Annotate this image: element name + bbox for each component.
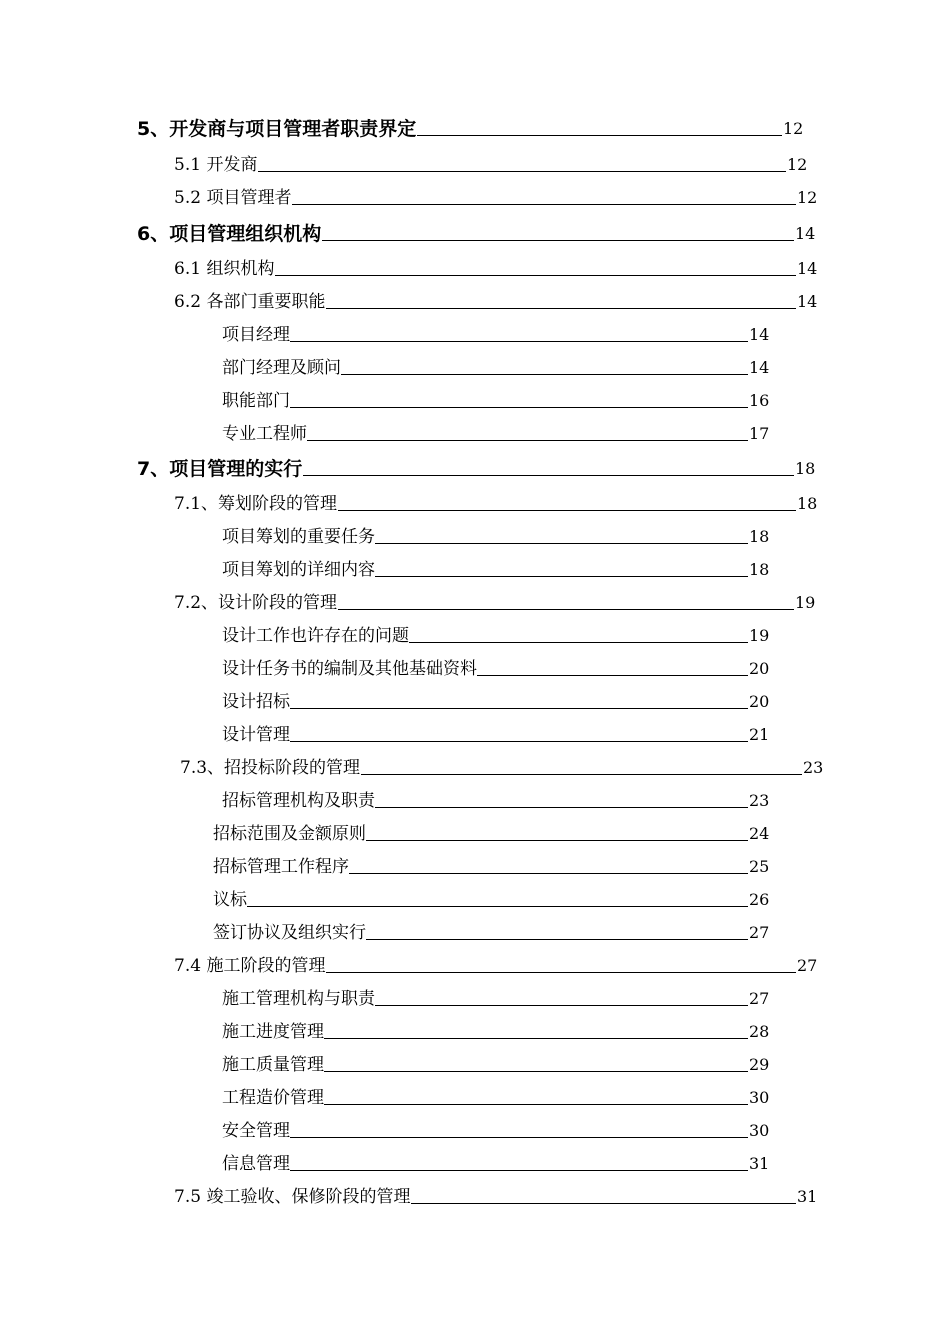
toc-entry[interactable] bbox=[222, 1085, 773, 1111]
toc-entry[interactable] bbox=[222, 322, 773, 348]
toc-leader-line bbox=[409, 642, 748, 643]
toc-leader-line bbox=[290, 1137, 748, 1138]
toc-entry[interactable] bbox=[222, 1151, 773, 1177]
toc-entry-title: 设计管理 bbox=[222, 725, 290, 745]
toc-page-number: 18 bbox=[795, 459, 816, 478]
toc-entry-title: 设计任务书的编制及其他基础资料 bbox=[222, 659, 477, 679]
toc-leader-line bbox=[366, 939, 748, 940]
toc-leader-line bbox=[322, 240, 794, 241]
toc-leader-line bbox=[417, 135, 782, 136]
toc-page-number: 20 bbox=[749, 692, 770, 711]
toc-leader-line bbox=[366, 840, 748, 841]
toc-entry[interactable] bbox=[222, 689, 773, 715]
toc-entry-title: 6.2 各部门重要职能 bbox=[174, 292, 326, 312]
toc-entry-title: 工程造价管理 bbox=[222, 1088, 324, 1108]
toc-leader-line bbox=[375, 1005, 748, 1006]
toc-entry-title: 6、项目管理组织机构 bbox=[137, 223, 322, 245]
toc-leader-line bbox=[338, 510, 796, 511]
toc-entry[interactable] bbox=[222, 623, 773, 649]
toc-leader-line bbox=[375, 807, 748, 808]
toc-entry-title: 7.4 施工阶段的管理 bbox=[174, 956, 326, 976]
toc-leader-line bbox=[326, 308, 796, 309]
toc-entry[interactable] bbox=[222, 1052, 773, 1078]
toc-entry-title: 施工进度管理 bbox=[222, 1022, 324, 1042]
toc-leader-line bbox=[361, 774, 802, 775]
toc-page-number: 14 bbox=[797, 292, 818, 311]
toc-entry[interactable] bbox=[213, 821, 773, 847]
toc-entry[interactable] bbox=[222, 1019, 773, 1045]
toc-entry-title: 部门经理及顾问 bbox=[222, 358, 341, 378]
toc-leader-line bbox=[411, 1203, 796, 1204]
toc-entry-title: 5、开发商与项目管理者职责界定 bbox=[137, 118, 417, 140]
toc-leader-line bbox=[326, 972, 796, 973]
toc-entry[interactable] bbox=[213, 887, 773, 913]
toc-page-number: 26 bbox=[749, 890, 770, 909]
toc-leader-line bbox=[303, 475, 794, 476]
toc-entry-title: 施工质量管理 bbox=[222, 1055, 324, 1075]
toc-entry[interactable] bbox=[222, 388, 773, 414]
toc-entry-title: 招标管理机构及职责 bbox=[222, 791, 375, 811]
toc-page-number: 31 bbox=[749, 1154, 770, 1173]
toc-page-number: 27 bbox=[749, 989, 770, 1008]
toc-entry-title: 5.1 开发商 bbox=[174, 155, 258, 175]
toc-page-number: 18 bbox=[749, 560, 770, 579]
toc-entry[interactable] bbox=[222, 788, 773, 814]
toc-entry[interactable] bbox=[174, 1184, 821, 1210]
toc-entry-title: 7.1、筹划阶段的管理 bbox=[174, 494, 338, 514]
toc-entry[interactable] bbox=[222, 656, 773, 682]
toc-entry-title: 5.2 项目管理者 bbox=[174, 188, 292, 208]
toc-page-number: 14 bbox=[797, 259, 818, 278]
toc-leader-line bbox=[324, 1104, 748, 1105]
toc-page-number: 20 bbox=[749, 659, 770, 678]
toc-entry[interactable] bbox=[222, 421, 773, 447]
toc-entry-title: 专业工程师 bbox=[222, 424, 307, 444]
toc-leader-line bbox=[290, 741, 748, 742]
toc-page-number: 21 bbox=[749, 725, 770, 744]
toc-page-number: 31 bbox=[797, 1187, 818, 1206]
toc-page-number: 24 bbox=[749, 824, 770, 843]
toc-entry[interactable] bbox=[174, 953, 821, 979]
toc-page-number: 19 bbox=[749, 626, 770, 645]
toc-page-number: 17 bbox=[749, 424, 770, 443]
toc-page-number: 12 bbox=[797, 188, 818, 207]
toc-leader-line bbox=[290, 407, 748, 408]
toc-entry[interactable] bbox=[213, 854, 773, 880]
toc-page-number: 19 bbox=[795, 593, 816, 612]
toc-entry[interactable] bbox=[222, 986, 773, 1012]
toc-entry-title: 7.3、招投标阶段的管理 bbox=[180, 758, 361, 778]
toc-leader-line bbox=[349, 873, 748, 874]
toc-leader-line bbox=[324, 1071, 748, 1072]
toc-page-number: 23 bbox=[749, 791, 770, 810]
toc-entry[interactable] bbox=[137, 221, 819, 247]
toc-entry[interactable] bbox=[174, 289, 821, 315]
toc-leader-line bbox=[247, 906, 748, 907]
toc-leader-line bbox=[290, 341, 748, 342]
toc-leader-line bbox=[307, 440, 748, 441]
toc-entry[interactable] bbox=[137, 116, 807, 142]
toc-page-number: 14 bbox=[795, 224, 816, 243]
toc-page-number: 28 bbox=[749, 1022, 770, 1041]
toc-entry[interactable] bbox=[174, 256, 821, 282]
toc-leader-line bbox=[341, 374, 748, 375]
toc-entry-title: 7.2、设计阶段的管理 bbox=[174, 593, 338, 613]
toc-entry[interactable] bbox=[137, 456, 819, 482]
toc-entry[interactable] bbox=[222, 722, 773, 748]
toc-leader-line bbox=[375, 576, 748, 577]
toc-leader-line bbox=[275, 275, 796, 276]
toc-entry-title: 施工管理机构与职责 bbox=[222, 989, 375, 1009]
toc-entry-title: 设计工作也许存在的问题 bbox=[222, 626, 409, 646]
toc-entry[interactable] bbox=[180, 755, 827, 781]
toc-entry-title: 签订协议及组织实行 bbox=[213, 923, 366, 943]
toc-entry[interactable] bbox=[174, 152, 811, 178]
toc-entry[interactable] bbox=[174, 185, 821, 211]
toc-leader-line bbox=[375, 543, 748, 544]
toc-entry-title: 项目筹划的详细内容 bbox=[222, 560, 375, 580]
toc-entry-title: 职能部门 bbox=[222, 391, 290, 411]
toc-page-number: 30 bbox=[749, 1121, 770, 1140]
toc-entry-title: 议标 bbox=[213, 890, 247, 910]
toc-entry-title: 招标范围及金额原则 bbox=[213, 824, 366, 844]
toc-leader-line bbox=[338, 609, 794, 610]
toc-entry[interactable] bbox=[222, 524, 773, 550]
toc-entry[interactable] bbox=[213, 920, 773, 946]
toc-entry-title: 项目筹划的重要任务 bbox=[222, 527, 375, 547]
toc-leader-line bbox=[258, 171, 786, 172]
toc-page-number: 18 bbox=[749, 527, 770, 546]
toc-entry[interactable] bbox=[222, 355, 773, 381]
toc-entry-title: 招标管理工作程序 bbox=[213, 857, 349, 877]
toc-entry-title: 信息管理 bbox=[222, 1154, 290, 1174]
toc-leader-line bbox=[477, 675, 748, 676]
toc-page-number: 14 bbox=[749, 358, 770, 377]
toc-page-number: 16 bbox=[749, 391, 770, 410]
toc-entry-title: 7、项目管理的实行 bbox=[137, 458, 303, 480]
toc-page-number: 12 bbox=[783, 119, 804, 138]
toc-entry-title: 项目经理 bbox=[222, 325, 290, 345]
toc-entry[interactable] bbox=[174, 590, 819, 616]
toc-entry[interactable] bbox=[222, 557, 773, 583]
toc-page-number: 25 bbox=[749, 857, 770, 876]
toc-entry[interactable] bbox=[222, 1118, 773, 1144]
toc-page-number: 23 bbox=[803, 758, 824, 777]
toc-entry-title: 7.5 竣工验收、保修阶段的管理 bbox=[174, 1187, 411, 1207]
toc-entry-title: 6.1 组织机构 bbox=[174, 259, 275, 279]
toc-leader-line bbox=[290, 708, 748, 709]
toc-leader-line bbox=[290, 1170, 748, 1171]
toc-entry-title: 设计招标 bbox=[222, 692, 290, 712]
toc-page-number: 30 bbox=[749, 1088, 770, 1107]
toc-page-number: 27 bbox=[797, 956, 818, 975]
toc-page-number: 14 bbox=[749, 325, 770, 344]
toc-page-number: 12 bbox=[787, 155, 808, 174]
toc-leader-line bbox=[292, 204, 796, 205]
toc-page-number: 27 bbox=[749, 923, 770, 942]
toc-entry[interactable] bbox=[174, 491, 821, 517]
toc-page-number: 18 bbox=[797, 494, 818, 513]
toc-entry-title: 安全管理 bbox=[222, 1121, 290, 1141]
toc-leader-line bbox=[324, 1038, 748, 1039]
toc-page-number: 29 bbox=[749, 1055, 770, 1074]
